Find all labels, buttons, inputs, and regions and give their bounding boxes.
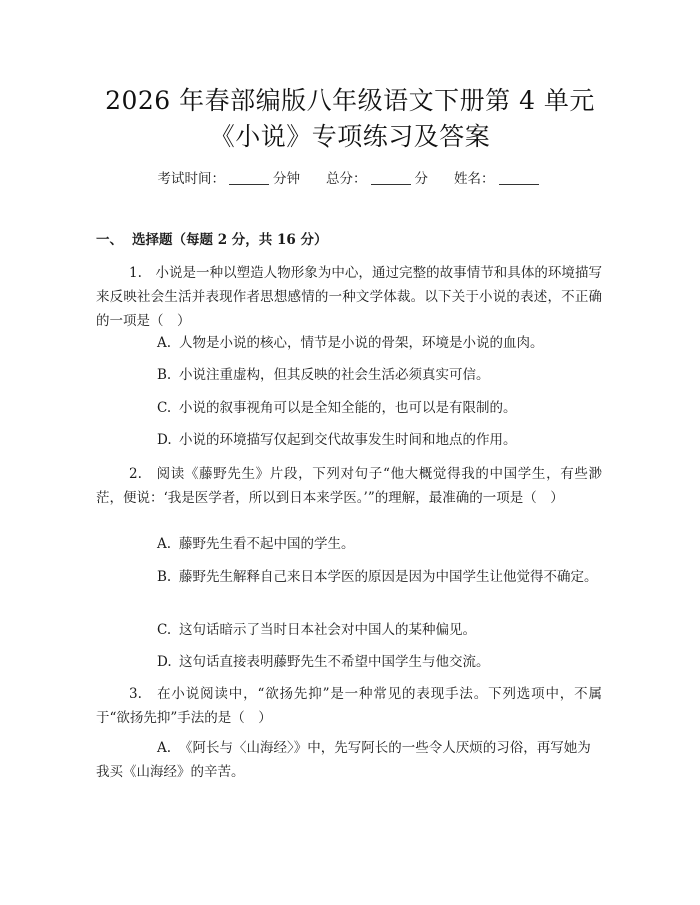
option-text: 小说注重虚构，但其反映的社会生活必须真实可信。 <box>179 367 490 383</box>
option-letter: B. <box>157 569 172 585</box>
exam-info-row <box>0 169 700 189</box>
option-text: 这句话直接表明藤野先生不希望中国学生与他交流。 <box>179 654 490 670</box>
option-letter: B. <box>157 367 172 383</box>
option-letter: D. <box>157 654 172 670</box>
section-number: 一、 <box>96 232 123 248</box>
option-letter: D. <box>157 432 172 448</box>
total-score-label: 总分： <box>326 171 367 187</box>
option-text: 小说的叙事视角可以是全知全能的，也可以是有限制的。 <box>179 400 517 416</box>
document-title-line1: 2026 年春部编版八年级语文下册第 4 单元 <box>105 86 595 115</box>
exam-time-label: 考试时间： <box>157 171 225 187</box>
option-text: 藤野先生解释自己来日本学医的原因是因为中国学生让他觉得不确定。 <box>179 569 598 585</box>
section-title: 选择题（每题 2 分，共 16 分） <box>132 232 328 248</box>
question-3-option-a <box>96 736 602 784</box>
exam-time-unit: 分钟 <box>273 171 300 187</box>
question-2-option-a <box>96 532 602 556</box>
option-text: 人物是小说的核心，情节是小说的骨架，环境是小说的血肉。 <box>179 335 544 351</box>
total-score-blank <box>371 170 411 185</box>
option-letter: A. <box>157 335 172 351</box>
question-1-option-b <box>96 363 602 387</box>
option-text: 《阿长与〈山海经〉》中，先写阿长的一些令人厌烦的习俗，再写她为我买《山海经》的辛苦。 <box>96 740 591 780</box>
option-letter: C. <box>157 622 172 638</box>
exam-time-blank <box>229 170 269 185</box>
option-letter: A. <box>157 536 172 552</box>
name-label: 姓名： <box>454 171 495 187</box>
document-title-line2: 《小说》专项练习及答案 <box>209 122 491 151</box>
section-heading <box>96 230 327 250</box>
question-2-option-c <box>96 618 602 642</box>
name-blank <box>499 170 539 185</box>
question-3-stem: 3. 在小说阅读中，“欲扬先抑”是一种常见的表现手法。下列选项中，不属于“欲扬先抑”手法的是（ ） <box>96 686 602 726</box>
question-2-stem: 2. 阅读《藤野先生》片段，下列对句子“他大概觉得我的中国学生，有些渺茫，便说：‘我是医学者，所以到日本来学医。’”的理解，最准确的一项是（ ） <box>96 466 602 506</box>
question-1-option-c <box>96 396 602 420</box>
option-text: 这句话暗示了当时日本社会对中国人的某种偏见。 <box>179 622 476 638</box>
question-1-option-a <box>96 331 602 355</box>
option-text: 小说的环境描写仅起到交代故事发生时间和地点的作用。 <box>179 432 517 448</box>
question-2-option-d <box>96 650 602 674</box>
option-text: 藤野先生看不起中国的学生。 <box>179 536 355 552</box>
question-2-option-b <box>96 565 602 589</box>
option-letter: C. <box>157 400 172 416</box>
total-score-unit: 分 <box>414 171 428 187</box>
question-1-stem: 1. 小说是一种以塑造人物形象为中心，通过完整的故事情节和具体的环境描写来反映社会生活并表现作者思想感情的一种文学体裁。以下关于小说的表述，不正确的一项是（ ） <box>96 265 602 329</box>
question-1-option-d <box>96 428 602 452</box>
option-letter: A. <box>157 740 172 756</box>
